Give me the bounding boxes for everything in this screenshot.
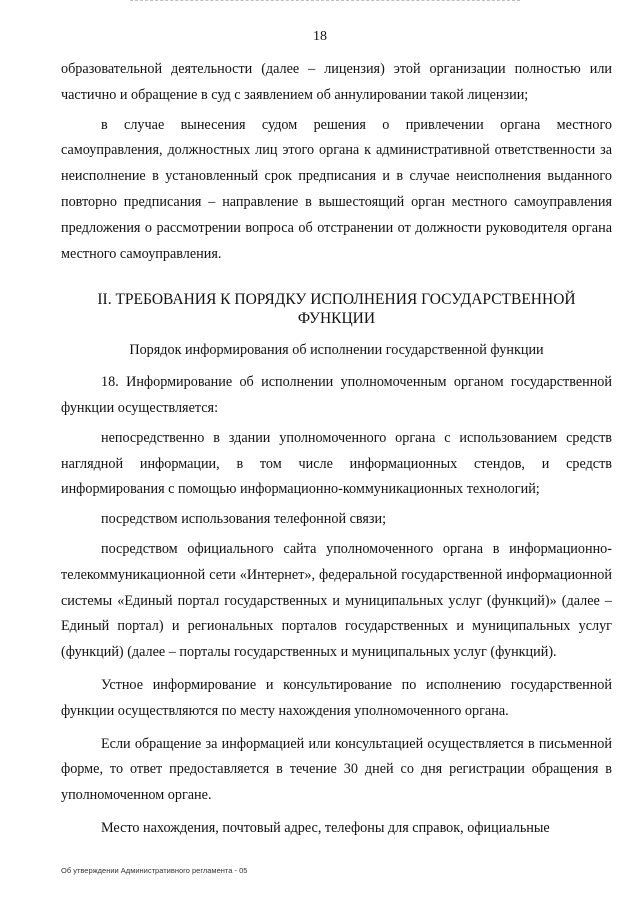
paragraph-telephone: посредством использования телефонной связи; xyxy=(101,511,387,528)
document-footer: Об утверждении Административного регламента - 05 xyxy=(61,866,248,875)
paragraph-written-request: Если обращение за информацией или консультацией осуществляется в письменной форме, то ответ предоставляется в течение 30 дней со дня регистрации обращения в уполномоченном органе. xyxy=(61,735,612,804)
paragraph-18-informing: 18. Информирование об исполнении уполномоченным органом государственной функции осуществляется: xyxy=(61,374,612,416)
paragraph-court-decision: в случае вынесения судом решения о привлечении органа местного самоуправления, должностных лиц этого органа к административной ответственности за неисполнение в установленный срок предписания и в случае неисполнения выданного повторно предписания – направление в вышестоящий орган местного самоуправления предложения о рассмотрении вопроса об отстранении от должности руководителя органа местного самоуправления. xyxy=(61,116,612,262)
page-number: 18 xyxy=(313,29,327,44)
document-body xyxy=(61,57,612,842)
paragraph-official-site: посредством официального сайта уполномоченного органа в информационно-телекоммуникационной сети «Интернет», федеральной государственной информационной системы «Единый портал государственных и муниципальных услуг (функций)» (далее – Единый портал) и региональных порталов государственных и муниципальных услуг (функций) (далее – порталы государственных и муниципальных услуг (функций). xyxy=(61,540,612,661)
paragraph-oral-informing: Устное информирование и консультирование по исполнению государственной функции осуществляются по месту нахождения уполномоченного органа. xyxy=(61,676,612,719)
subsection-heading: Порядок информирования об исполнении государственной функции xyxy=(129,342,544,359)
scan-top-edge xyxy=(130,0,520,3)
paragraph-license-continuation: образовательной деятельности (далее – лицензия) этой организации полностью или частично и обращение в суд с заявлением об аннулировании такой лицензии; xyxy=(61,61,612,103)
paragraph-location: Место нахождения, почтовый адрес, телефоны для справок, официальные xyxy=(101,819,550,836)
paragraph-in-building: непосредственно в здании уполномоченного органа с использованием средств наглядной информации, в том числе информационных стендов, и средств информирования с помощью информационно-коммуникационных технологий; xyxy=(61,429,612,498)
section-heading: II. ТРЕБОВАНИЯ К ПОРЯДКУ ИСПОЛНЕНИЯ ГОСУДАРСТВЕННОЙ ФУНКЦИИ xyxy=(97,291,576,328)
